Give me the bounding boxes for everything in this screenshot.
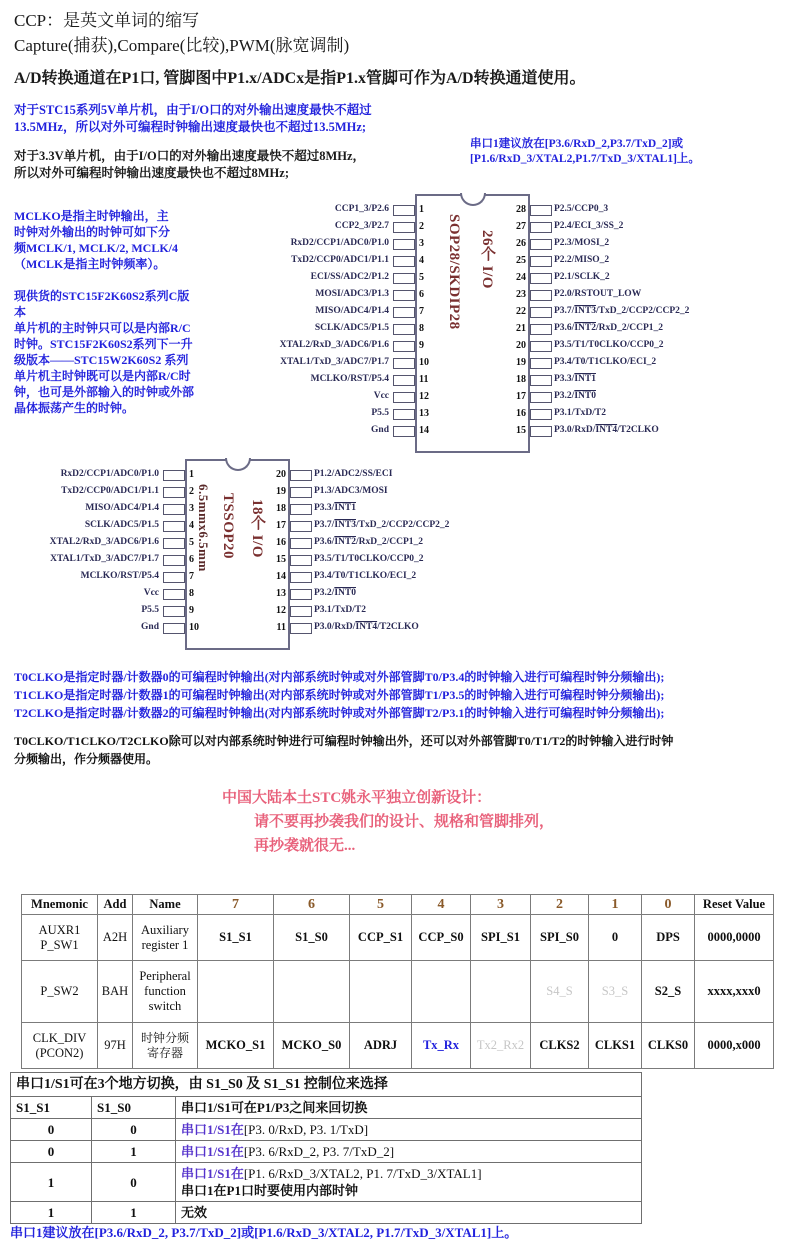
pin-left-5 (393, 273, 415, 284)
pin-label-left-8: SCLK/ADC5/P1.5 (314, 323, 389, 333)
pin-number-16: 16 (276, 537, 286, 548)
pin-right-20 (530, 341, 552, 352)
pin-right-26 (530, 239, 552, 250)
pin-left-10 (163, 623, 185, 634)
pin-label-left-3: RxD2/CCP1/ADC0/P1.0 (290, 238, 389, 248)
reg-address: A2H (98, 915, 133, 961)
pin-label-right-25: P2.2/MISO_2 (554, 255, 610, 265)
clko-summary-line-1: T0CLKO/T1CLKO/T2CLKO除可以对内部系统时钟进行可编程时钟输出外，还可以对外部管脚T0/T1/T2的时钟输入进行时钟 (14, 734, 674, 748)
pin-number-4: 4 (189, 520, 194, 531)
reg-bit-cell: DPS (642, 915, 695, 961)
reg-bit-cell: SPI_S1 (471, 915, 531, 961)
pin-number-4: 4 (419, 255, 424, 266)
reg-reset-value: 0000,x000 (695, 1023, 774, 1069)
pin-label-right-19: P1.3/ADC3/MOSI (314, 486, 388, 496)
pin-right-15 (530, 426, 552, 437)
pin-right-16 (290, 538, 312, 549)
pin-number-13: 13 (419, 408, 429, 419)
reg-bit-cell: S3_S (589, 961, 642, 1023)
reg-col-header-0: 0 (642, 895, 695, 915)
pin-left-4 (393, 256, 415, 267)
reg-bit-cell (350, 961, 412, 1023)
copyright-warning-banner (222, 786, 742, 858)
s1-table-title: 串口1/S1可在3个地方切换，由 S1_S0 及 S1_S1 控制位来选择 (11, 1073, 642, 1097)
pin-label-left-3: MISO/ADC4/P1.4 (85, 503, 159, 513)
pin-label-right-20: P1.2/ADC2/SS/ECI (314, 469, 393, 479)
uart1-placement-note-footer: 串口1建议放在[P3.6/RxD_2, P3.7/TxD_2]或[P1.6/RxD_3/XTAL2, P1.7/TxD_3/XTAL1]上。 (10, 1225, 518, 1240)
pin-right-28 (530, 205, 552, 216)
pin-number-5: 5 (419, 272, 424, 283)
warning-line-1: 中国大陆本土STC姚永平独立创新设计： (222, 790, 492, 806)
pin-label-left-1: CCP1_3/P2.6 (334, 204, 389, 214)
pin-label-right-19: P3.4/T0/T1CLKO/ECI_2 (554, 357, 657, 367)
register-table-body (22, 915, 774, 1069)
pin-number-22: 22 (516, 306, 526, 317)
pin-left-9 (393, 341, 415, 352)
mclko-line-3: 频MCLK/1, MCLK/2, MCLK/4 (14, 241, 178, 255)
ad-channel-note: A/D转换通道在P1口, 管脚图中P1.x/ADCx是指P1.x管脚可作为A/D转换通道使用。 (14, 70, 586, 87)
pin-number-3: 3 (419, 238, 424, 249)
pin-right-22 (530, 307, 552, 318)
note-5v-line-1: 对于STC15系列5V单片机，由于I/O口的对外输出速度最快不超过 (14, 103, 372, 117)
pin-left-1 (393, 205, 415, 216)
stc15-line-7: 晶体振荡产生的时钟。 (14, 401, 135, 415)
pin-number-9: 9 (419, 340, 424, 351)
stc15-line-4: 级版本——STC15W2K60S2 系列 (14, 353, 189, 367)
s1-s0-value: 0 (92, 1119, 176, 1141)
tssop20-package-size: 6.5mmx6.5mm (196, 484, 211, 572)
reg-name: 时钟分频 寄存器 (133, 1023, 198, 1069)
pin-left-8 (393, 324, 415, 335)
reg-bit-cell: CCP_S1 (350, 915, 412, 961)
pin-right-24 (530, 273, 552, 284)
pin-number-27: 27 (516, 221, 526, 232)
reg-col-header-3: 3 (471, 895, 531, 915)
s1-s1-value: 0 (11, 1119, 92, 1141)
pin-right-11 (290, 623, 312, 634)
pin-right-19 (530, 358, 552, 369)
s1-col-header-2: S1_S0 (92, 1097, 176, 1119)
pin-label-left-7: MCLKO/RST/P5.4 (80, 571, 159, 581)
pin-label-left-11: MCLKO/RST/P5.4 (310, 374, 389, 384)
s1-s0-value: 0 (92, 1163, 176, 1202)
table-row (11, 1141, 642, 1163)
pin-label-left-8: Vcc (143, 588, 159, 598)
reg-col-header-1: 1 (589, 895, 642, 915)
pin-number-25: 25 (516, 255, 526, 266)
pin-left-8 (163, 589, 185, 600)
tssop20-io-count: 18个 I/O (249, 499, 265, 558)
note-33v-line-1: 对于3.3V单片机，由于I/O口的对外输出速度最快不超过8MHz， (14, 149, 366, 163)
reg-reset-value: 0000,0000 (695, 915, 774, 961)
pin-label-right-18: P3.3/INT1 (554, 374, 596, 384)
pin-label-right-13: P3.2/INT0 (314, 588, 356, 598)
reg-bit-cell (471, 961, 531, 1023)
pin-number-8: 8 (189, 588, 194, 599)
pin-left-9 (163, 606, 185, 617)
pin-number-5: 5 (189, 537, 194, 548)
uart1-switch-table-body (11, 1073, 642, 1224)
pin-left-5 (163, 538, 185, 549)
pin-left-3 (393, 239, 415, 250)
uart1-placement-note-top (470, 137, 780, 167)
uart1-top-line-1: 串口1建议放在[P3.6/RxD_2,P3.7/TxD_2]或 (470, 138, 684, 150)
stc15-line-5: 单片机主时钟既可以是内部R/C时 (14, 369, 191, 383)
pin-label-right-16: P3.1/TxD/T2 (554, 408, 606, 418)
pin-right-18 (290, 504, 312, 515)
pin-number-28: 28 (516, 204, 526, 215)
s1-description: 串口1/S1在[P3. 6/RxD_2, P3. 7/TxD_2] (176, 1141, 642, 1163)
stc15-line-1: 现供货的STC15F2K60S2系列C版本 (14, 289, 190, 319)
reg-bit-cell: S1_S0 (274, 915, 350, 961)
pin-left-14 (393, 426, 415, 437)
stc15-line-6: 钟，也可是外部输入的时钟或外部 (14, 385, 195, 399)
mclko-line-1: MCLKO是指主时钟输出，主 (14, 209, 169, 223)
pin-label-left-4: SCLK/ADC5/P1.5 (84, 520, 159, 530)
reg-bit-cell: 0 (589, 915, 642, 961)
pin-number-19: 19 (516, 357, 526, 368)
uart1-top-line-2: [P1.6/RxD_3/XTAL2,P1.7/TxD_3/XTAL1]上。 (470, 153, 700, 165)
reg-col-header-name: Name (133, 895, 198, 915)
pin-left-12 (393, 392, 415, 403)
pin-label-right-15: P3.0/RxD/INT4/T2CLKO (554, 425, 659, 435)
pin-right-19 (290, 487, 312, 498)
pin-label-right-28: P2.5/CCP0_3 (554, 204, 609, 214)
pin-number-17: 17 (276, 520, 286, 531)
pin-label-left-13: P5.5 (371, 408, 389, 418)
pin-label-right-12: P3.1/TxD/T2 (314, 605, 366, 615)
pin-number-14: 14 (276, 571, 286, 582)
reg-bit-cell: MCKO_S0 (274, 1023, 350, 1069)
note-33v-line-2: 所以对外可编程时钟输出速度最快也不超过8MHz; (14, 166, 289, 180)
pin-number-8: 8 (419, 323, 424, 334)
pin-left-1 (163, 470, 185, 481)
pin-number-14: 14 (419, 425, 429, 436)
pin-number-15: 15 (516, 425, 526, 436)
reg-bit-cell (274, 961, 350, 1023)
pin-right-17 (530, 392, 552, 403)
clko-description-block (14, 668, 784, 722)
note-5v-line-2: 13.5MHz，所以对外可编程时钟输出速度最快也不超过13.5MHz; (14, 120, 367, 134)
reg-bit-cell: MCKO_S1 (198, 1023, 274, 1069)
pin-label-left-1: RxD2/CCP1/ADC0/P1.0 (60, 469, 159, 479)
table-header-row (11, 1097, 642, 1119)
table-row (11, 1073, 642, 1097)
reg-reset-value: xxxx,xxx0 (695, 961, 774, 1023)
pin-label-right-11: P3.0/RxD/INT4/T2CLKO (314, 622, 419, 632)
pin-number-20: 20 (516, 340, 526, 351)
clko-summary-line-2: 分频输出，作分频器使用。 (14, 752, 159, 766)
pin-number-9: 9 (189, 605, 194, 616)
pin-label-left-5: XTAL2/RxD_3/ADC6/P1.6 (49, 537, 159, 547)
pin-label-left-10: XTAL1/TxD_3/ADC7/P1.7 (280, 357, 389, 367)
pin-label-right-21: P3.6/INT2/RxD_2/CCP1_2 (554, 323, 664, 333)
pin-right-17 (290, 521, 312, 532)
table-row (22, 915, 774, 961)
pin-left-10 (393, 358, 415, 369)
reg-col-header-7: 7 (198, 895, 274, 915)
pin-right-13 (290, 589, 312, 600)
pin-label-right-14: P3.4/T0/T1CLKO/ECI_2 (314, 571, 417, 581)
pin-left-2 (163, 487, 185, 498)
reg-col-header-6: 6 (274, 895, 350, 915)
s1-s0-value: 1 (92, 1202, 176, 1224)
reg-bit-cell (198, 961, 274, 1023)
t2clko-line: T2CLKO是指定时器/计数器2的可编程时钟输出(对内部系统时钟或对外部管脚T2/P3.1的时钟输入进行可编程时钟分频输出); (14, 706, 665, 720)
pin-label-left-10: Gnd (141, 622, 159, 632)
pin-left-2 (393, 222, 415, 233)
pin-number-24: 24 (516, 272, 526, 283)
pin-number-16: 16 (516, 408, 526, 419)
reg-bit-cell: CLKS1 (589, 1023, 642, 1069)
pin-label-left-2: CCP2_3/P2.7 (334, 221, 389, 231)
pin-label-right-15: P3.5/T1/T0CLKO/CCP0_2 (314, 554, 424, 564)
pin-number-2: 2 (419, 221, 424, 232)
pin-label-right-17: P3.2/INT0 (554, 391, 596, 401)
pin-left-7 (163, 572, 185, 583)
reg-bit-cell: CLKS0 (642, 1023, 695, 1069)
s1-description: 串口1/S1在[P3. 0/RxD, P3. 1/TxD] (176, 1119, 642, 1141)
pin-right-16 (530, 409, 552, 420)
pin-number-7: 7 (189, 571, 194, 582)
pin-label-left-14: Gnd (371, 425, 389, 435)
reg-bit-cell: SPI_S0 (531, 915, 589, 961)
register-table-header (22, 895, 774, 915)
sop28-io-count: 26个 I/O (479, 230, 495, 289)
pin-right-21 (530, 324, 552, 335)
pin-label-right-23: P2.0/RSTOUT_LOW (554, 289, 642, 299)
pin-number-17: 17 (516, 391, 526, 402)
reg-col-header-5: 5 (350, 895, 412, 915)
reg-bit-cell: S2_S (642, 961, 695, 1023)
reg-mnemonic: P_SW2 (22, 961, 98, 1023)
pin-right-20 (290, 470, 312, 481)
pin-number-20: 20 (276, 469, 286, 480)
pin-left-3 (163, 504, 185, 515)
s1-s1-value: 1 (11, 1163, 92, 1202)
pin-number-11: 11 (276, 622, 286, 633)
pin-number-12: 12 (419, 391, 429, 402)
pin-number-10: 10 (419, 357, 429, 368)
pin-right-14 (290, 572, 312, 583)
pin-label-right-18: P3.3/INT1 (314, 503, 356, 513)
reg-mnemonic: CLK_DIV (PCON2) (22, 1023, 98, 1069)
reg-mnemonic: AUXR1 P_SW1 (22, 915, 98, 961)
warning-line-2: 请不要再抄袭我们的设计、规格和管脚排列， (254, 814, 555, 830)
pin-label-left-6: MOSI/ADC3/P1.3 (315, 289, 389, 299)
reg-col-header-2: 2 (531, 895, 589, 915)
stc15-line-2: 单片机的主时钟只可以是内部R/C (14, 321, 191, 335)
stc15-line-3: 时钟。STC15F2K60S2系列下一升 (14, 337, 193, 351)
note-5v-mcu (14, 102, 454, 136)
reg-name: Peripheral function switch (133, 961, 198, 1023)
pin-label-right-16: P3.6/INT2/RxD_2/CCP1_2 (314, 537, 424, 547)
register-bit-table (21, 894, 774, 1069)
s1-s1-value: 1 (11, 1202, 92, 1224)
pin-left-7 (393, 307, 415, 318)
pin-label-right-27: P2.4/ECI_3/SS_2 (554, 221, 624, 231)
pin-number-15: 15 (276, 554, 286, 565)
pin-left-11 (393, 375, 415, 386)
reg-address: BAH (98, 961, 133, 1023)
reg-col-header-reset-value: Reset Value (695, 895, 774, 915)
warning-line-3: 再抄袭就很无... (254, 838, 356, 854)
pin-label-right-20: P3.5/T1/T0CLKO/CCP0_2 (554, 340, 664, 350)
pin-number-23: 23 (516, 289, 526, 300)
pin-label-left-5: ECI/SS/ADC2/P1.2 (310, 272, 389, 282)
table-row (11, 1163, 642, 1202)
uart1-switch-table (10, 1072, 642, 1224)
pin-number-2: 2 (189, 486, 194, 497)
pin-number-6: 6 (189, 554, 194, 565)
table-row (22, 1023, 774, 1069)
reg-col-header-4: 4 (412, 895, 471, 915)
pin-left-13 (393, 409, 415, 420)
s1-description: 无效 (176, 1202, 642, 1224)
pin-number-7: 7 (419, 306, 424, 317)
pin-label-left-4: TxD2/CCP0/ADC1/P1.1 (291, 255, 389, 265)
pin-number-1: 1 (189, 469, 194, 480)
table-row (11, 1119, 642, 1141)
ccp-definition-block (14, 8, 714, 58)
pin-left-6 (163, 555, 185, 566)
reg-bit-cell (412, 961, 471, 1023)
table-row (11, 1202, 642, 1224)
pin-number-11: 11 (419, 374, 429, 385)
ccp-line-1: CCP：是英文单词的缩写 (14, 11, 200, 30)
reg-address: 97H (98, 1023, 133, 1069)
reg-col-header-add: Add (98, 895, 133, 915)
clko-summary-paragraph (14, 732, 784, 768)
pin-number-26: 26 (516, 238, 526, 249)
reg-bit-cell: Tx2_Rx2 (471, 1023, 531, 1069)
pin-number-19: 19 (276, 486, 286, 497)
reg-col-header-mnemonic: Mnemonic (22, 895, 98, 915)
pin-label-right-26: P2.3/MOSI_2 (554, 238, 610, 248)
pin-label-right-24: P2.1/SCLK_2 (554, 272, 610, 282)
pin-right-23 (530, 290, 552, 301)
reg-bit-cell: CCP_S0 (412, 915, 471, 961)
reg-bit-cell: S1_S1 (198, 915, 274, 961)
pin-label-right-22: P3.7/INT3/TxD_2/CCP2/CCP2_2 (554, 306, 690, 316)
pin-number-6: 6 (419, 289, 424, 300)
pin-number-21: 21 (516, 323, 526, 334)
mclko-line-4: （MCLK是指主时钟频率）。 (14, 257, 166, 271)
ccp-line-2: Capture(捕获),Compare(比较),PWM(脉宽调制) (14, 36, 350, 55)
pin-number-12: 12 (276, 605, 286, 616)
pin-right-25 (530, 256, 552, 267)
pin-label-right-17: P3.7/INT3/TxD_2/CCP2/CCP2_2 (314, 520, 450, 530)
pin-label-left-2: TxD2/CCP0/ADC1/P1.1 (61, 486, 159, 496)
pin-right-12 (290, 606, 312, 617)
mclko-line-2: 时钟对外输出的时钟可如下分 (14, 225, 171, 239)
pin-number-18: 18 (516, 374, 526, 385)
pin-label-left-9: XTAL2/RxD_3/ADC6/P1.6 (279, 340, 389, 350)
pin-label-left-9: P5.5 (141, 605, 159, 615)
reg-name: Auxiliary register 1 (133, 915, 198, 961)
t0clko-line: T0CLKO是指定时器/计数器0的可编程时钟输出(对内部系统时钟或对外部管脚T0/P3.4的时钟输入进行可编程时钟分频输出); (14, 670, 665, 684)
s1-col-header-1: S1_S1 (11, 1097, 92, 1119)
sop28-package-title: SOP28/SKDIP28 (446, 214, 462, 330)
note-33v-mcu (14, 148, 454, 182)
pin-number-10: 10 (189, 622, 199, 633)
reg-bit-cell: ADRJ (350, 1023, 412, 1069)
table-header-row (22, 895, 774, 915)
pin-label-left-12: Vcc (373, 391, 389, 401)
pin-number-1: 1 (419, 204, 424, 215)
pin-label-left-7: MISO/ADC4/P1.4 (315, 306, 389, 316)
pin-number-13: 13 (276, 588, 286, 599)
reg-bit-cell: CLKS2 (531, 1023, 589, 1069)
pin-number-3: 3 (189, 503, 194, 514)
pin-right-15 (290, 555, 312, 566)
tssop20-package-title: TSSOP20 (220, 493, 236, 560)
s1-description: 串口1/S1在[P1. 6/RxD_3/XTAL2, P1. 7/TxD_3/XTAL1] 串口1在P1口时要使用内部时钟 (176, 1163, 642, 1202)
pin-left-6 (393, 290, 415, 301)
reg-bit-cell: Tx_Rx (412, 1023, 471, 1069)
pin-left-4 (163, 521, 185, 532)
t1clko-line: T1CLKO是指定时器/计数器1的可编程时钟输出(对内部系统时钟或对外部管脚T1/P3.5的时钟输入进行可编程时钟分频输出); (14, 688, 665, 702)
pin-label-left-6: XTAL1/TxD_3/ADC7/P1.7 (50, 554, 159, 564)
pin-number-18: 18 (276, 503, 286, 514)
s1-s0-value: 1 (92, 1141, 176, 1163)
s1-col-header-3: 串口1/S1可在P1/P3之间来回切换 (176, 1097, 642, 1119)
pin-right-18 (530, 375, 552, 386)
s1-s1-value: 0 (11, 1141, 92, 1163)
reg-bit-cell: S4_S (531, 961, 589, 1023)
pin-right-27 (530, 222, 552, 233)
table-row (22, 961, 774, 1023)
